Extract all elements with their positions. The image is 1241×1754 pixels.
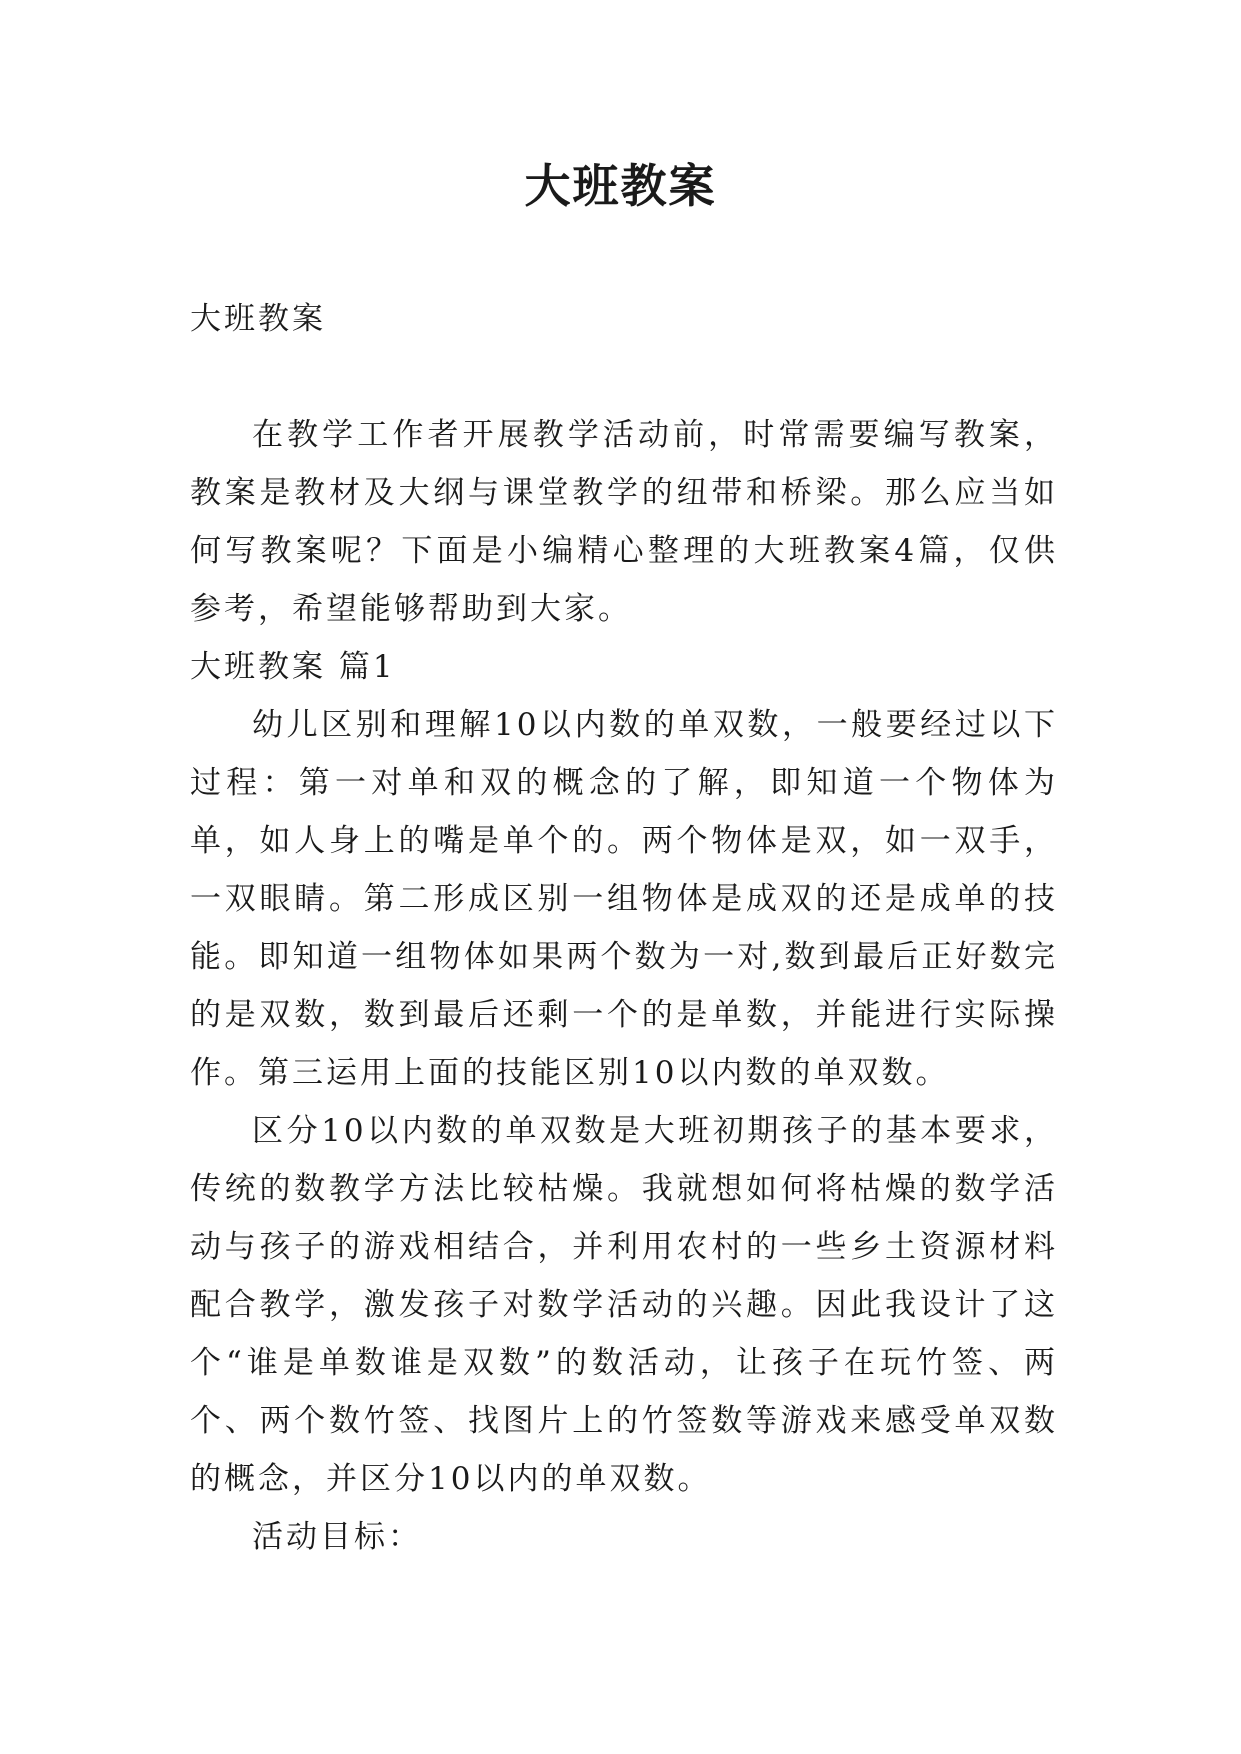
body-paragraph: 幼儿区别和理解10以内数的单双数，一般要经过以下过程：第一对单和双的概念的了解，即知道一个物体为单，如人身上的嘴是单个的。两个物体是双，如一双手，一双眼睛。第二形成区别一组物体是成双的还是成单的技能。即知道一组物体如果两个数为一对,数到最后正好数完的是双数，数到最后还剩一个的是单数，并能进行实际操作。第三运用上面的技能区别10以内数的单双数。 [190,707,1058,1091]
section-heading: 大班教案 篇1 [190,649,396,685]
blank-line [190,348,1058,406]
document-body [190,290,1058,1566]
body-paragraph: 区分10以内数的单双数是大班初期孩子的基本要求，传统的数教学方法比较枯燥。我就想如何将枯燥的数学活动与孩子的游戏相结合，并利用农村的一些乡土资源材料配合教学，激发孩子对数学活动的兴趣。因此我设计了这个“谁是单数谁是双数”的数活动，让孩子在玩竹签、两个、两个数竹签、找图片上的竹签数等游戏来感受单双数的概念，并区分10以内的单双数。 [190,1113,1058,1497]
body-paragraph: 活动目标： [252,1519,422,1555]
document-subtitle: 大班教案 [190,301,326,337]
document-title: 大班教案 [524,159,717,213]
intro-paragraph: 在教学工作者开展教学活动前，时常需要编写教案，教案是教材及大纲与课堂教学的纽带和桥梁。那么应当如何写教案呢？下面是小编精心整理的大班教案4篇，仅供参考，希望能够帮助到大家。 [190,417,1058,627]
